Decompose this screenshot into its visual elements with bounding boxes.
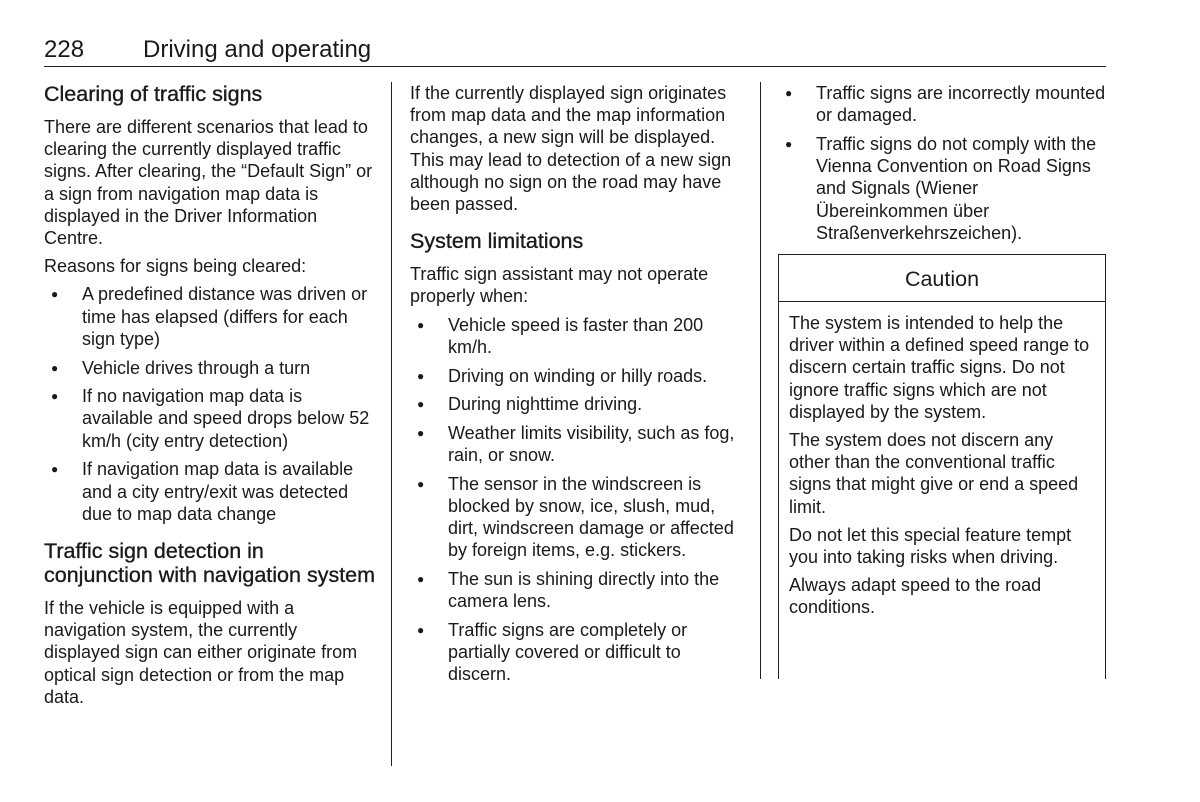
page-header	[44, 36, 1106, 64]
section-title: Driving and operating	[143, 36, 372, 63]
caution-paragraph: Always adapt speed to the road conditions.	[789, 575, 1042, 618]
list-item: ● Traffic signs are incorrectly mounted or damaged.	[778, 82, 1106, 126]
list-item: ● If navigation map data is available and a city entry/exit was detected due to map data change	[44, 458, 376, 525]
limitations-list	[410, 314, 746, 686]
column-2	[410, 82, 746, 694]
caution-paragraph: Do not let this special feature tempt you into taking risks when driving.	[789, 524, 1072, 567]
list-item: ● Weather limits visibility, such as fog, rain, or snow.	[410, 422, 746, 466]
paragraph: Traffic sign assistant may not operate properly when:	[410, 264, 709, 307]
column-divider	[391, 82, 392, 766]
paragraph: There are different scenarios that lead to clearing the currently displayed traffic signs. After clearing, the “Default Sign” or a sign from navigation map data is displayed in the Driver Information Centre.	[44, 117, 373, 249]
limitations-list-continued	[778, 82, 1106, 244]
caution-paragraph: The system is intended to help the driver within a defined speed range to discern certain traffic signs. Do not ignore traffic signs which are not displayed by the system.	[789, 312, 1090, 422]
paragraph: Reasons for signs being cleared:	[44, 256, 307, 277]
list-item: ● Vehicle speed is faster than 200 km/h.	[410, 314, 746, 358]
list-item: ● Vehicle drives through a turn	[44, 357, 376, 379]
page-number: 228	[44, 36, 85, 63]
list-item: ● The sensor in the windscreen is blocked by snow, ice, slush, mud, dirt, windscreen damage or affected by foreign items, e.g. stickers.	[410, 473, 746, 562]
list-item: ● A predefined distance was driven or time has elapsed (differs for each sign type)	[44, 283, 376, 350]
caution-paragraph: The system does not discern any other than the conventional traffic signs that might give or end a speed limit.	[789, 429, 1079, 517]
list-item: ● If no navigation map data is available and speed drops below 52 km/h (city entry detection)	[44, 385, 376, 452]
list-item: ● During nighttime driving.	[410, 393, 746, 415]
paragraph: If the currently displayed sign originates from map data and the map information changes, a new sign will be displayed. This may lead to detection of a new sign although no sign on the road may have been passed.	[410, 83, 732, 215]
list-item: ● Traffic signs do not comply with the Vienna Convention on Road Signs and Signals (Wiener Übereinkommen über Straßenverkehrszeichen).	[778, 133, 1106, 244]
caution-title: Caution	[779, 255, 1105, 302]
caution-box	[778, 254, 1106, 679]
paragraph: If the vehicle is equipped with a navigation system, the currently displayed sign can either originate from optical sign detection or from the map data.	[44, 597, 358, 707]
header-rule	[44, 66, 1106, 67]
heading-system-limitations: System limitations	[410, 229, 584, 254]
caution-body	[779, 302, 1105, 619]
column-divider	[760, 82, 761, 679]
heading-navigation-detection: Traffic sign detection in conjunction with navigation system	[44, 538, 376, 587]
list-item: ● Driving on winding or hilly roads.	[410, 365, 746, 387]
heading-clearing-of-traffic-signs: Clearing of traffic signs	[44, 82, 263, 106]
list-item: ● The sun is shining directly into the camera lens.	[410, 568, 746, 612]
column-1	[44, 82, 376, 714]
column-3	[778, 82, 1106, 679]
reasons-list	[44, 283, 376, 525]
list-item: ● Traffic signs are completely or partially covered or difficult to discern.	[410, 619, 746, 686]
